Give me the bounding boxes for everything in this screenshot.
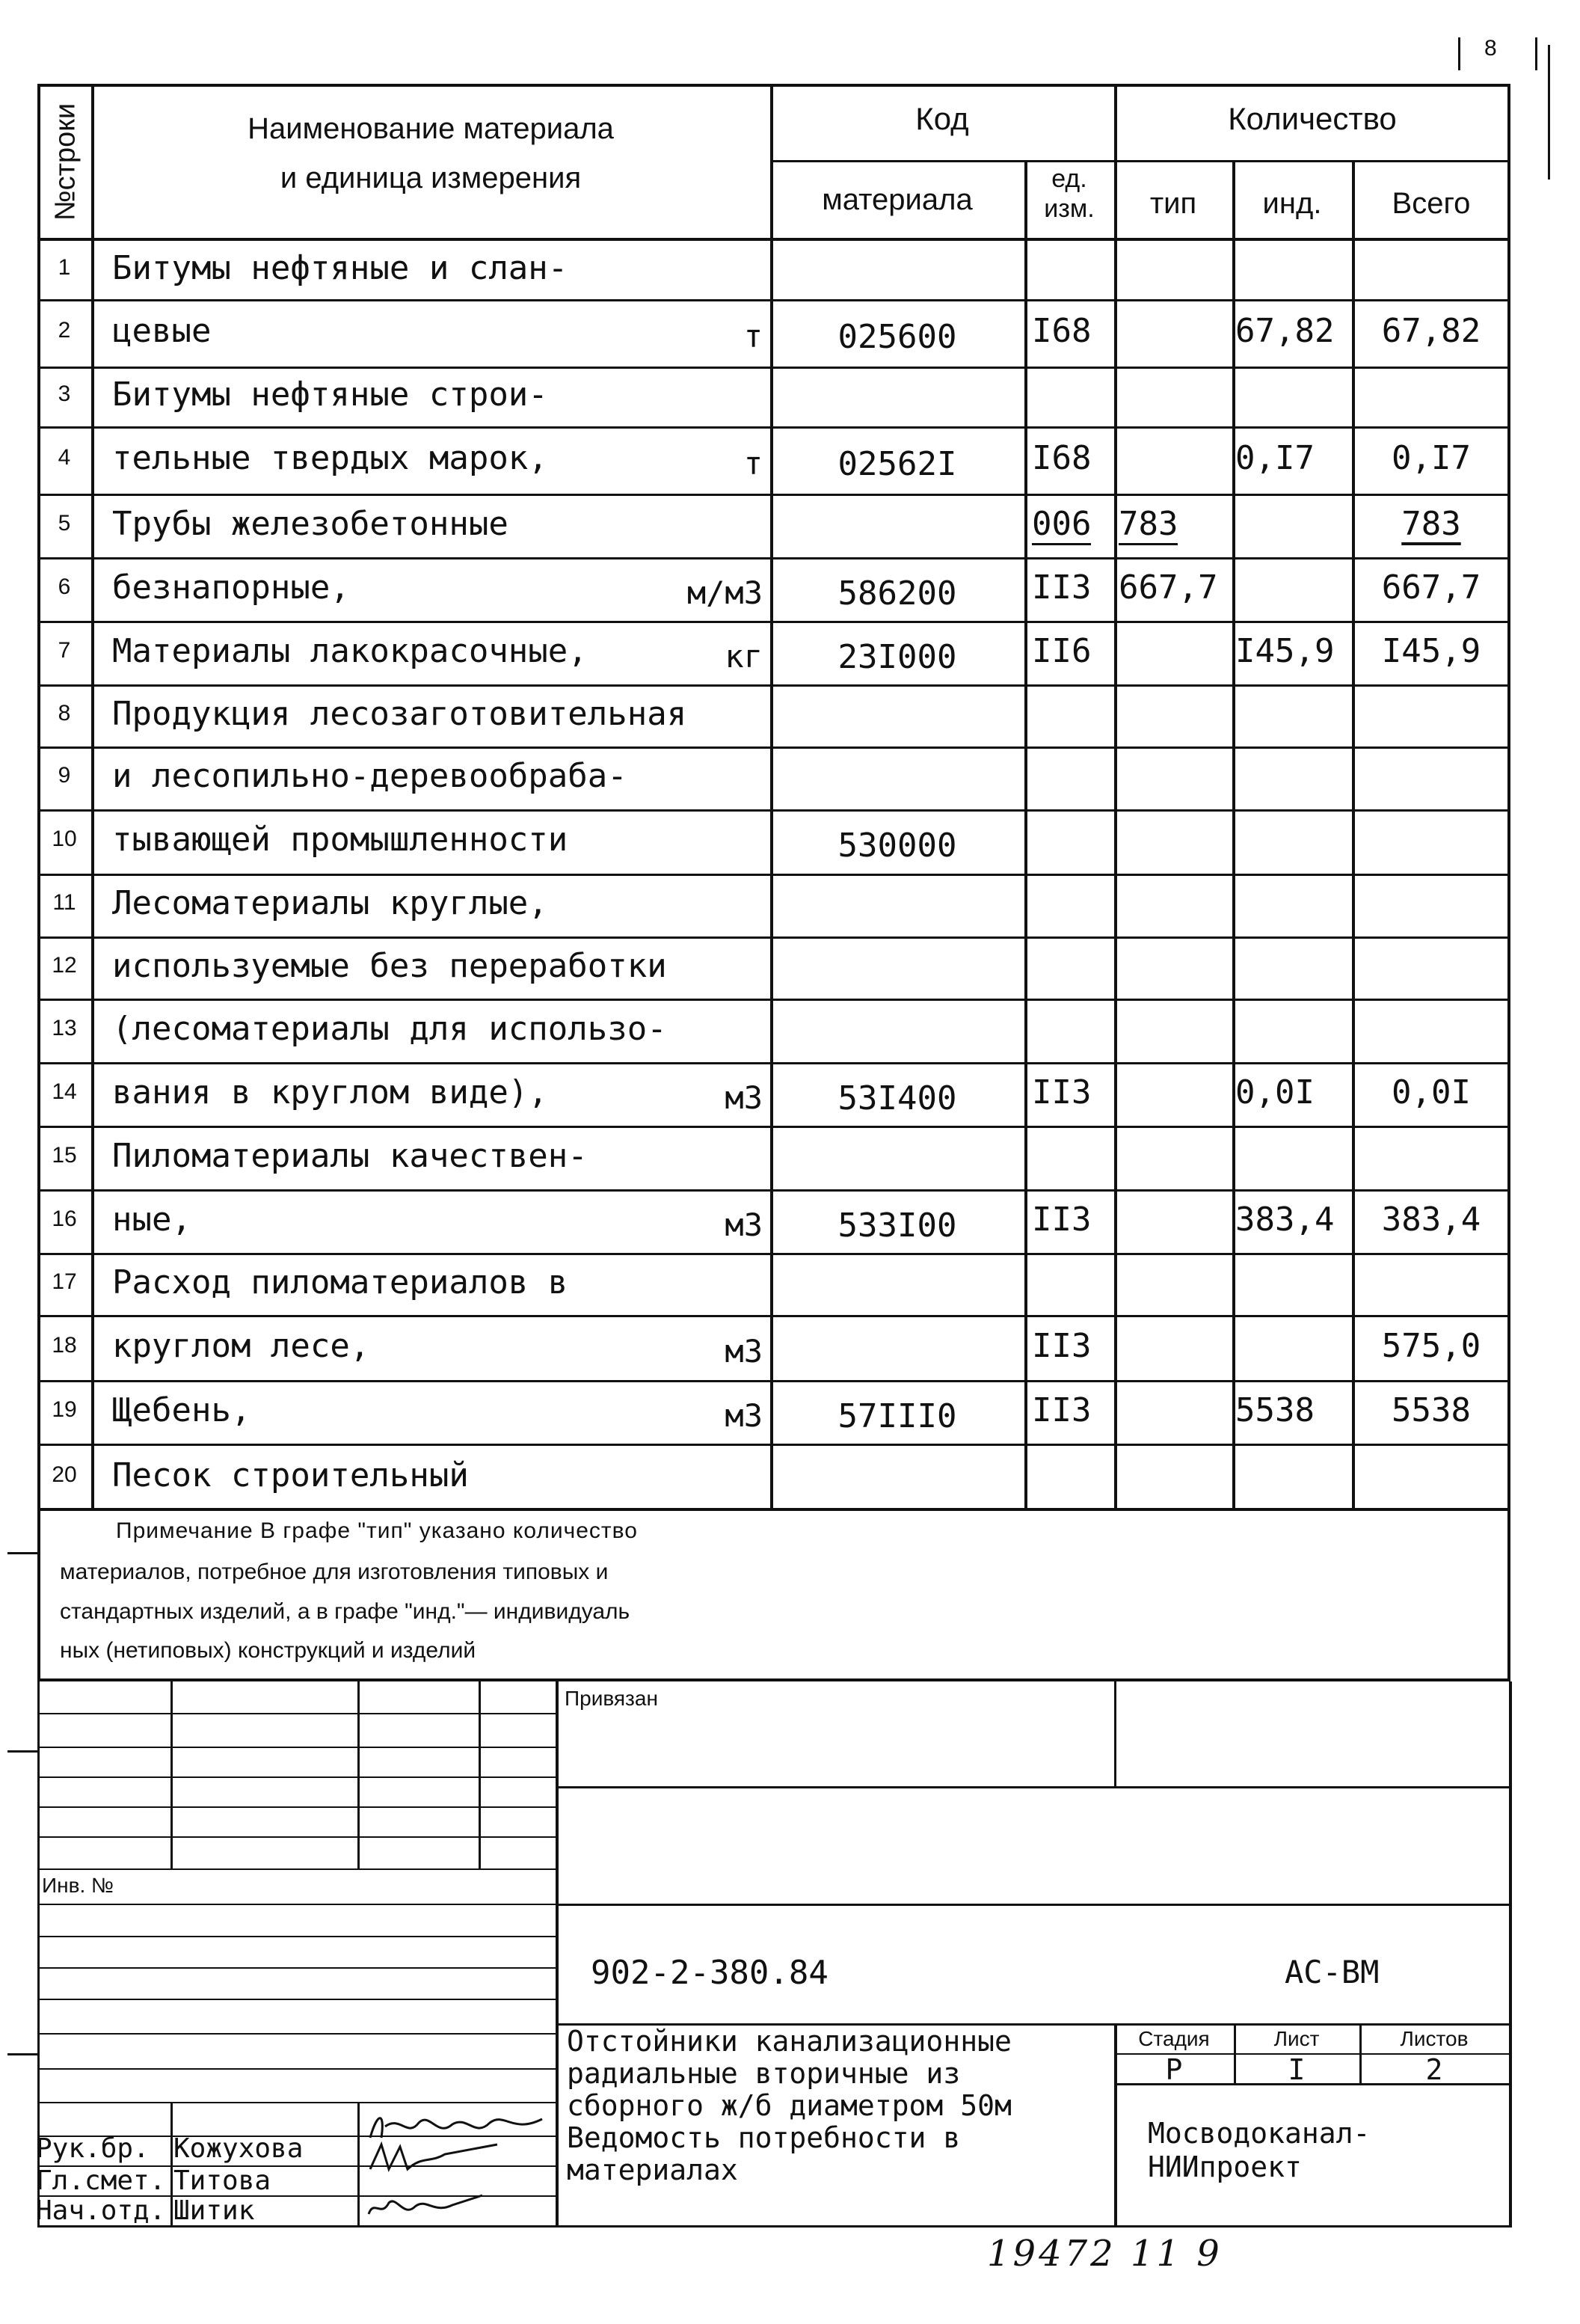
sheets-value: 2 — [1425, 2053, 1443, 2086]
row-number: 16 — [52, 1207, 77, 1231]
row-number: 2 — [58, 318, 71, 343]
inv-no-label: Инв. № — [42, 1874, 114, 1897]
header-unit-line2: изм. — [1044, 194, 1095, 223]
row-number: 10 — [52, 827, 77, 851]
row-number: 14 — [52, 1079, 77, 1104]
row-unit: м3 — [725, 1207, 763, 1243]
header-typ: тип — [1149, 187, 1197, 220]
row-unit-code: II6 — [1032, 632, 1092, 670]
row-ind: I45,9 — [1235, 632, 1335, 670]
row-ind: 383,4 — [1235, 1201, 1335, 1239]
row-number: 13 — [52, 1016, 77, 1040]
title-line3: сборного ж/б диаметром 50м — [567, 2089, 1012, 2122]
header-ind: инд. — [1262, 187, 1322, 220]
note-line4: ных (нетиповых) конструкций и изделий — [60, 1638, 476, 1663]
row-name: безнапорные, — [112, 568, 350, 607]
row-unit: кг — [725, 638, 763, 675]
title-line4: Ведомость потребности в — [567, 2121, 961, 2154]
margin-mark — [7, 1750, 37, 1753]
row-total: 383,4 — [1381, 1201, 1481, 1239]
row-name: цевые — [112, 312, 212, 350]
row-ind: 0,0I — [1235, 1073, 1315, 1112]
row-code: 025600 — [837, 318, 957, 356]
row-total: 667,7 — [1381, 568, 1481, 607]
row-name: Расход пиломатериалов в — [112, 1263, 568, 1301]
sheet-value: I — [1288, 2053, 1306, 2086]
sign-name-1: Кожухова — [173, 2133, 304, 2164]
row-code: 23I000 — [837, 638, 957, 676]
row-unit: т — [743, 445, 763, 482]
row-total: 0,0I — [1392, 1073, 1471, 1112]
header-name-line1: Наименование материала — [248, 112, 614, 145]
row-name: Пиломатериалы качествен- — [112, 1137, 588, 1175]
row-name: используемые без переработки — [112, 947, 667, 985]
row-unit-code: II3 — [1032, 1327, 1092, 1365]
row-unit-code: I68 — [1032, 439, 1092, 477]
note-line2: материалов, потребное для изготовления типовых и — [60, 1560, 609, 1584]
signature-2 — [363, 2141, 512, 2174]
row-name: Песок строительный — [112, 1456, 469, 1494]
row-ind: 67,82 — [1235, 312, 1335, 350]
margin-mark — [7, 1552, 37, 1554]
title-line1: Отстойники канализационные — [567, 2025, 1012, 2058]
stage-value: Р — [1165, 2053, 1183, 2086]
margin-mark — [7, 2053, 37, 2055]
row-number: 1 — [58, 255, 71, 280]
row-name: (лесоматериалы для использо- — [112, 1010, 667, 1048]
note-line3: стандартных изделий, а в графе "инд."— индивидуаль — [60, 1599, 630, 1624]
header-row-no: №строки — [49, 102, 82, 221]
row-code: 533I00 — [837, 1207, 957, 1245]
row-number: 8 — [58, 701, 71, 726]
header-unit-line1: ед. — [1051, 165, 1087, 193]
note-line1: Примечание В графе "тип" указано количество — [116, 1518, 638, 1543]
stage-label: Стадия — [1138, 2027, 1210, 2050]
row-number: 12 — [52, 953, 77, 978]
header-name-line2: и единица измерения — [280, 162, 582, 194]
row-name: Материалы лакокрасочные, — [112, 632, 588, 670]
row-number: 19 — [52, 1397, 77, 1422]
row-number: 9 — [58, 763, 71, 788]
row-total: 67,82 — [1381, 312, 1481, 350]
doc-mark: АС-ВМ — [1285, 1954, 1380, 1990]
row-unit: м3 — [725, 1333, 763, 1370]
row-number: 11 — [52, 890, 76, 915]
row-unit-code: II3 — [1032, 1073, 1092, 1112]
row-unit: м3 — [725, 1397, 763, 1434]
sign-name-3: Шитик — [173, 2195, 255, 2226]
row-typ: 667,7 — [1119, 568, 1218, 607]
page-marker: 8 — [1484, 36, 1497, 61]
row-name: Щебень, — [112, 1391, 251, 1429]
footer-handwritten: 19472 11 9 — [987, 2233, 1223, 2275]
row-name: тельные твердых марок, — [112, 439, 548, 477]
row-unit-code: II3 — [1032, 1201, 1092, 1239]
row-number: 7 — [58, 638, 71, 663]
header-code: Код — [915, 101, 969, 136]
privyazan-label: Привязан — [565, 1687, 658, 1710]
row-number: 4 — [58, 445, 71, 470]
page-marker-box — [1458, 37, 1537, 70]
row-name: ные, — [112, 1201, 191, 1239]
row-unit-code: 006 — [1032, 505, 1091, 545]
org-line2: НИИпроект — [1148, 2150, 1302, 2183]
doc-code: 902-2-380.84 — [591, 1954, 829, 1992]
row-typ: 783 — [1119, 505, 1178, 545]
row-name: Лесоматериалы круглые, — [112, 884, 548, 922]
row-name: тывающей промышленности — [112, 821, 568, 859]
row-total: I45,9 — [1381, 632, 1481, 670]
row-unit: т — [743, 318, 763, 355]
row-code: 586200 — [837, 574, 957, 613]
row-name: Трубы железобетонные — [112, 505, 508, 543]
row-ind: 5538 — [1235, 1391, 1315, 1429]
margin-mark-right — [1548, 45, 1550, 180]
row-name: Битумы нефтяные и слан- — [112, 249, 568, 287]
row-name: вания в круглом виде), — [112, 1073, 548, 1112]
row-code: 53I400 — [837, 1079, 957, 1117]
row-unit-code: II3 — [1032, 1391, 1092, 1429]
row-number: 17 — [52, 1269, 77, 1294]
header-total: Всего — [1392, 187, 1471, 220]
row-unit: м3 — [725, 1079, 763, 1116]
sign-role-3: Нач.отд. — [36, 2195, 166, 2226]
sign-name-2: Титова — [173, 2165, 271, 2196]
row-number: 18 — [52, 1333, 77, 1358]
row-number: 5 — [58, 511, 71, 536]
header-material: материала — [822, 183, 973, 216]
row-number: 3 — [58, 381, 71, 406]
row-name: и лесопильно-деревообраба- — [112, 757, 627, 795]
header-quantity: Количество — [1228, 101, 1397, 136]
row-number: 6 — [58, 574, 71, 599]
sheet-label: Лист — [1273, 2027, 1320, 2050]
row-unit-code: I68 — [1032, 312, 1092, 350]
row-name: круглом лесе, — [112, 1327, 370, 1365]
row-code: 02562I — [837, 445, 957, 483]
row-number: 20 — [52, 1462, 77, 1487]
org-line1: Мосводоканал- — [1148, 2117, 1371, 2150]
signature-3 — [363, 2192, 490, 2223]
row-unit-code: II3 — [1032, 568, 1092, 607]
signature-1 — [363, 2108, 550, 2145]
sign-role-1: Рук.бр. — [36, 2133, 150, 2164]
row-ind: 0,I7 — [1235, 439, 1315, 477]
row-name: Продукция лесозаготовительная — [112, 695, 687, 733]
row-total: 575,0 — [1381, 1327, 1481, 1365]
row-total: 783 — [1401, 505, 1461, 543]
title-line2: радиальные вторичные из — [567, 2057, 961, 2090]
row-total: 0,I7 — [1392, 439, 1471, 477]
row-name: Битумы нефтяные строи- — [112, 375, 548, 414]
row-unit: м/м3 — [686, 574, 763, 611]
title-line5: материалах — [567, 2153, 738, 2186]
row-total: 5538 — [1392, 1391, 1471, 1429]
row-code: 530000 — [837, 827, 957, 865]
row-number: 15 — [52, 1143, 77, 1168]
sheets-label: Листов — [1400, 2027, 1469, 2050]
sign-role-2: Гл.смет. — [36, 2165, 166, 2196]
row-code: 57III0 — [837, 1397, 957, 1435]
